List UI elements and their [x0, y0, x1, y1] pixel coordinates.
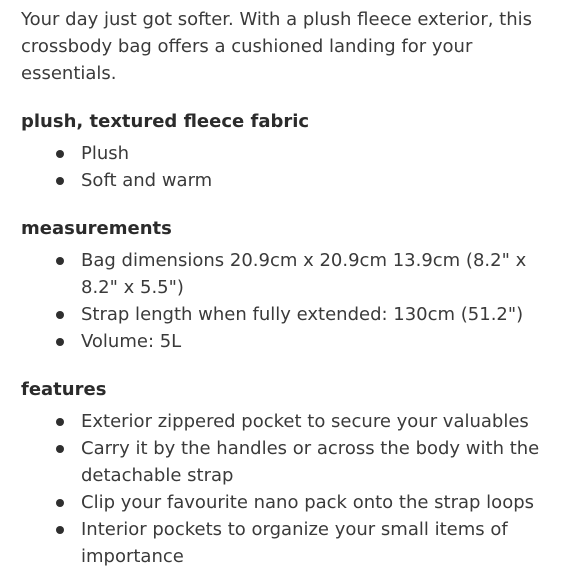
- bullet-dot-icon: [56, 445, 64, 453]
- list-item: [21, 435, 560, 489]
- bullet-dot-icon: [56, 338, 64, 346]
- list-item: [21, 408, 560, 435]
- features-list: [21, 408, 560, 570]
- list-item-text: Strap length when fully extended: 130cm (51.2"): [81, 304, 524, 325]
- list-item-text: Bag dimensions 20.9cm x 20.9cm 13.9cm (8.2" x 8.2" x 5.5"): [81, 250, 527, 298]
- bullet-dot-icon: [56, 526, 64, 534]
- list-item-text: Volume: 5L: [81, 331, 182, 352]
- bullet-dot-icon: [56, 499, 64, 507]
- fabric-list: [21, 140, 560, 194]
- list-item: [21, 167, 560, 194]
- bullet-dot-icon: [56, 150, 64, 158]
- list-item-text: Clip your favourite nano pack onto the strap loops: [81, 492, 535, 513]
- list-item: [21, 516, 560, 570]
- list-item-text: Soft and warm: [81, 170, 213, 191]
- list-item-text: Plush: [81, 143, 130, 164]
- bullet-dot-icon: [56, 177, 64, 185]
- list-item: [21, 489, 560, 516]
- section-heading-features: features: [21, 379, 107, 400]
- list-item: [21, 140, 560, 167]
- bullet-dot-icon: [56, 257, 64, 265]
- measurements-list: [21, 247, 560, 355]
- section-heading-measurements: measurements: [21, 218, 172, 239]
- list-item-text: Interior pockets to organize your small items of importance: [81, 519, 508, 567]
- list-item: [21, 328, 560, 355]
- bullet-dot-icon: [56, 418, 64, 426]
- list-item: [21, 301, 560, 328]
- intro-paragraph: Your day just got softer. With a plush fleece exterior, this crossbody bag offers a cushioned landing for your essentials.: [21, 9, 533, 84]
- list-item-text: Carry it by the handles or across the body with the detachable strap: [81, 438, 540, 486]
- list-item: [21, 247, 560, 301]
- section-heading-fabric: plush, textured fleece fabric: [21, 111, 310, 132]
- bullet-dot-icon: [56, 311, 64, 319]
- list-item-text: Exterior zippered pocket to secure your valuables: [81, 411, 529, 432]
